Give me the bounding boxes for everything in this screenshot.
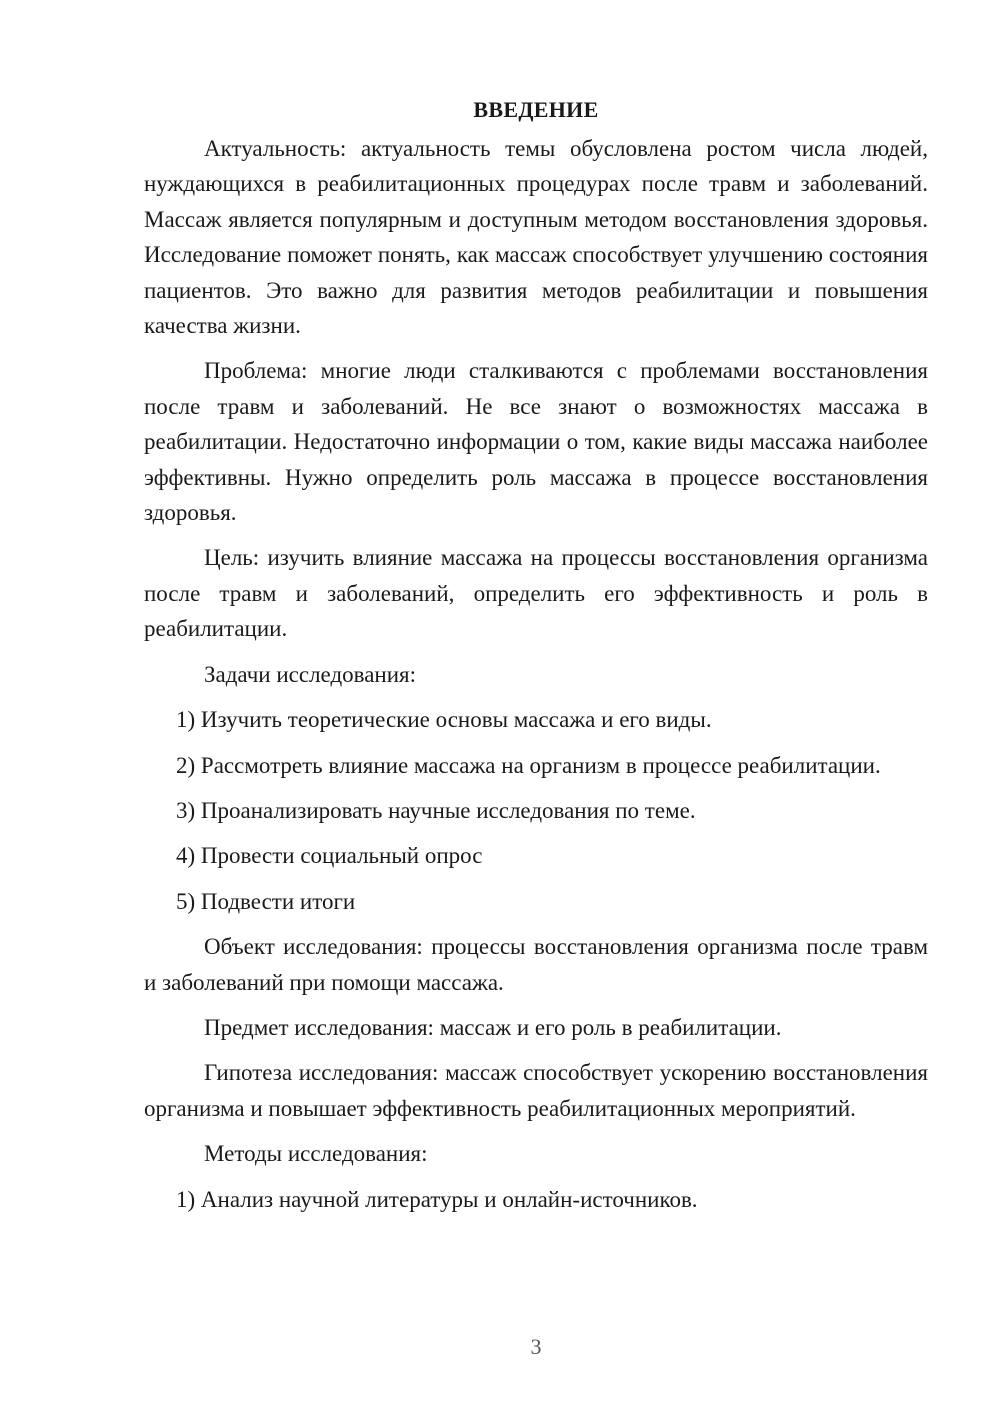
paragraph-object: Объект исследования: процессы восстановления организма после травм и заболеваний при помощи массажа. [144, 934, 928, 995]
tasks-heading: Задачи исследования: [204, 661, 417, 687]
task-item-3: 3) Проанализировать научные исследования по теме. [176, 797, 696, 823]
task-item-4: 4) Провести социальный опрос [176, 843, 483, 869]
page-number: 3 [530, 1334, 542, 1359]
paragraph-subject: Предмет исследования: массаж и его роль в реабилитации. [204, 1014, 782, 1040]
task-item-1: 1) Изучить теоретические основы массажа и его виды. [176, 707, 712, 733]
paragraph-hypothesis: Гипотеза исследования: массаж способствует ускорению восстановления организма и повышает эффективность реабилитационных мероприятий. [144, 1060, 928, 1121]
paragraph-relevance: Актуальность: актуальность темы обусловлена ростом числа людей, нуждающихся в реабилитационных процедурах после травм и заболеваний. Массаж является популярным и доступным методом восстановления здоровья. Исследование поможет понять, как массаж способствует улучшению состояния пациентов. Это важно для развития методов реабилитации и повышения качества жизни. [144, 136, 928, 339]
task-item-2: 2) Рассмотреть влияние массажа на организм в процессе реабилитации. [176, 752, 881, 778]
paragraph-problem: Проблема: многие люди сталкиваются с проблемами восстановления после травм и заболеваний. Не все знают о возможностях массажа в реабилитации. Недостаточно информации о том, какие виды массажа наиболее эффективны. Нужно определить роль массажа в процессе восстановления здоровья. [144, 358, 928, 526]
task-item-5: 5) Подвести итоги [176, 888, 356, 914]
paragraph-goal: Цель: изучить влияние массажа на процессы восстановления организма после травм и заболеваний, определить его эффективность и роль в реабилитации. [144, 545, 928, 642]
page-content [144, 92, 928, 1227]
method-item-1: 1) Анализ научной литературы и онлайн-источников. [176, 1186, 698, 1212]
page-title: ВВЕДЕНИЕ [473, 97, 599, 122]
methods-heading: Методы исследования: [204, 1141, 428, 1167]
